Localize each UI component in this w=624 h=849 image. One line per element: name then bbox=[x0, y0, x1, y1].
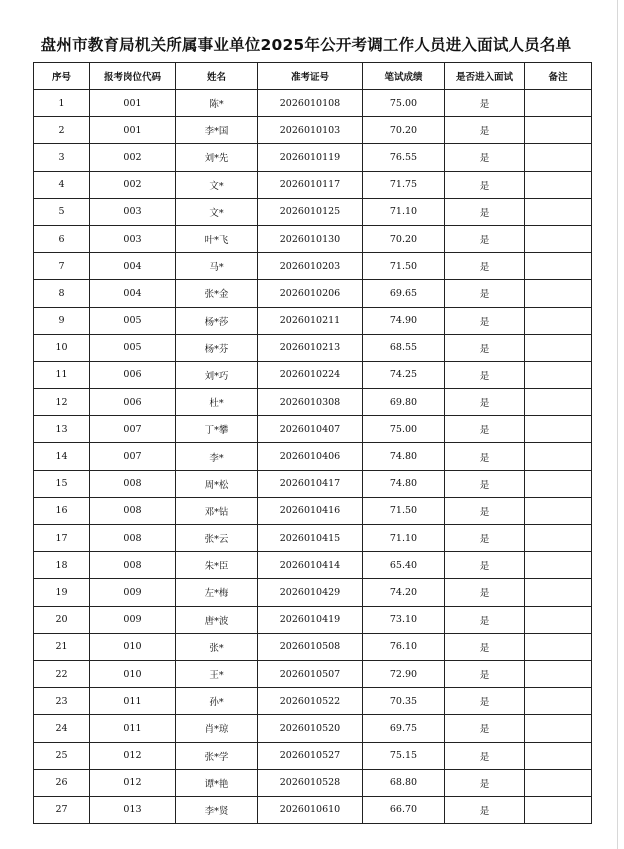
name-cell: 张*学 bbox=[176, 742, 258, 769]
interview-status-cell: 是 bbox=[445, 90, 525, 117]
position-code-cell: 006 bbox=[90, 361, 176, 388]
name-cell: 左*梅 bbox=[176, 579, 258, 606]
ticket-number-cell: 2026010429 bbox=[258, 579, 363, 606]
interview-status-cell: 是 bbox=[445, 715, 525, 742]
name-cell: 朱*臣 bbox=[176, 552, 258, 579]
position-code-cell: 007 bbox=[90, 443, 176, 470]
table-row bbox=[34, 253, 592, 280]
interview-status-cell: 是 bbox=[445, 117, 525, 144]
serial-cell: 18 bbox=[34, 552, 90, 579]
interview-status-cell: 是 bbox=[445, 769, 525, 796]
ticket-number-cell: 2026010119 bbox=[258, 144, 363, 171]
position-code-cell: 008 bbox=[90, 525, 176, 552]
table-row bbox=[34, 389, 592, 416]
position-code-cell: 005 bbox=[90, 334, 176, 361]
score-cell: 70.20 bbox=[363, 117, 445, 144]
position-code-cell: 009 bbox=[90, 579, 176, 606]
remarks-cell bbox=[525, 688, 592, 715]
serial-cell: 7 bbox=[34, 253, 90, 280]
interview-status-cell: 是 bbox=[445, 470, 525, 497]
name-cell: 杨*莎 bbox=[176, 307, 258, 334]
score-cell: 65.40 bbox=[363, 552, 445, 579]
name-cell: 孙* bbox=[176, 688, 258, 715]
remarks-cell bbox=[525, 334, 592, 361]
name-cell: 王* bbox=[176, 660, 258, 687]
interview-status-cell: 是 bbox=[445, 579, 525, 606]
header-ticket-number: 准考证号 bbox=[258, 63, 363, 90]
interview-status-cell: 是 bbox=[445, 443, 525, 470]
table-row bbox=[34, 144, 592, 171]
name-cell: 丁*攀 bbox=[176, 416, 258, 443]
remarks-cell bbox=[525, 389, 592, 416]
table-row bbox=[34, 660, 592, 687]
serial-cell: 27 bbox=[34, 796, 90, 823]
ticket-number-cell: 2026010211 bbox=[258, 307, 363, 334]
ticket-number-cell: 2026010507 bbox=[258, 660, 363, 687]
ticket-number-cell: 2026010522 bbox=[258, 688, 363, 715]
table-row bbox=[34, 497, 592, 524]
interview-list-table bbox=[33, 62, 592, 824]
ticket-number-cell: 2026010407 bbox=[258, 416, 363, 443]
remarks-cell bbox=[525, 361, 592, 388]
remarks-cell bbox=[525, 117, 592, 144]
serial-cell: 2 bbox=[34, 117, 90, 144]
name-cell: 刘*巧 bbox=[176, 361, 258, 388]
score-cell: 71.75 bbox=[363, 171, 445, 198]
header-name: 姓名 bbox=[176, 63, 258, 90]
serial-cell: 23 bbox=[34, 688, 90, 715]
serial-cell: 14 bbox=[34, 443, 90, 470]
ticket-number-cell: 2026010415 bbox=[258, 525, 363, 552]
serial-cell: 24 bbox=[34, 715, 90, 742]
table-row bbox=[34, 633, 592, 660]
ticket-number-cell: 2026010130 bbox=[258, 225, 363, 252]
interview-status-cell: 是 bbox=[445, 198, 525, 225]
serial-cell: 22 bbox=[34, 660, 90, 687]
table-row bbox=[34, 117, 592, 144]
serial-cell: 25 bbox=[34, 742, 90, 769]
interview-status-cell: 是 bbox=[445, 389, 525, 416]
interview-status-cell: 是 bbox=[445, 688, 525, 715]
table-row bbox=[34, 552, 592, 579]
score-cell: 66.70 bbox=[363, 796, 445, 823]
interview-status-cell: 是 bbox=[445, 144, 525, 171]
position-code-cell: 003 bbox=[90, 225, 176, 252]
position-code-cell: 007 bbox=[90, 416, 176, 443]
remarks-cell bbox=[525, 579, 592, 606]
table-row bbox=[34, 742, 592, 769]
table-row bbox=[34, 579, 592, 606]
table-row bbox=[34, 769, 592, 796]
interview-status-cell: 是 bbox=[445, 307, 525, 334]
ticket-number-cell: 2026010528 bbox=[258, 769, 363, 796]
position-code-cell: 008 bbox=[90, 470, 176, 497]
interview-status-cell: 是 bbox=[445, 633, 525, 660]
table-row bbox=[34, 171, 592, 198]
serial-cell: 3 bbox=[34, 144, 90, 171]
table-row bbox=[34, 198, 592, 225]
serial-cell: 1 bbox=[34, 90, 90, 117]
ticket-number-cell: 2026010520 bbox=[258, 715, 363, 742]
position-code-cell: 010 bbox=[90, 633, 176, 660]
score-cell: 75.15 bbox=[363, 742, 445, 769]
remarks-cell bbox=[525, 552, 592, 579]
score-cell: 68.80 bbox=[363, 769, 445, 796]
score-cell: 69.75 bbox=[363, 715, 445, 742]
name-cell: 张*金 bbox=[176, 280, 258, 307]
table-row bbox=[34, 715, 592, 742]
header-position-code: 报考岗位代码 bbox=[90, 63, 176, 90]
serial-cell: 21 bbox=[34, 633, 90, 660]
interview-status-cell: 是 bbox=[445, 334, 525, 361]
name-cell: 李*贤 bbox=[176, 796, 258, 823]
remarks-cell bbox=[525, 470, 592, 497]
score-cell: 71.10 bbox=[363, 525, 445, 552]
serial-cell: 10 bbox=[34, 334, 90, 361]
ticket-number-cell: 2026010224 bbox=[258, 361, 363, 388]
position-code-cell: 001 bbox=[90, 90, 176, 117]
score-cell: 75.00 bbox=[363, 416, 445, 443]
position-code-cell: 004 bbox=[90, 280, 176, 307]
remarks-cell bbox=[525, 253, 592, 280]
remarks-cell bbox=[525, 497, 592, 524]
table-row bbox=[34, 307, 592, 334]
score-cell: 68.55 bbox=[363, 334, 445, 361]
table-row bbox=[34, 525, 592, 552]
page-edge bbox=[617, 0, 618, 849]
remarks-cell bbox=[525, 633, 592, 660]
score-cell: 76.55 bbox=[363, 144, 445, 171]
name-cell: 肖*琼 bbox=[176, 715, 258, 742]
position-code-cell: 004 bbox=[90, 253, 176, 280]
position-code-cell: 010 bbox=[90, 660, 176, 687]
ticket-number-cell: 2026010419 bbox=[258, 606, 363, 633]
score-cell: 71.50 bbox=[363, 497, 445, 524]
name-cell: 文* bbox=[176, 171, 258, 198]
table-header-row bbox=[34, 63, 592, 90]
remarks-cell bbox=[525, 443, 592, 470]
ticket-number-cell: 2026010610 bbox=[258, 796, 363, 823]
interview-status-cell: 是 bbox=[445, 416, 525, 443]
name-cell: 刘*先 bbox=[176, 144, 258, 171]
position-code-cell: 003 bbox=[90, 198, 176, 225]
serial-cell: 13 bbox=[34, 416, 90, 443]
score-cell: 70.20 bbox=[363, 225, 445, 252]
score-cell: 74.25 bbox=[363, 361, 445, 388]
interview-status-cell: 是 bbox=[445, 796, 525, 823]
remarks-cell bbox=[525, 742, 592, 769]
remarks-cell bbox=[525, 606, 592, 633]
ticket-number-cell: 2026010108 bbox=[258, 90, 363, 117]
ticket-number-cell: 2026010508 bbox=[258, 633, 363, 660]
ticket-number-cell: 2026010103 bbox=[258, 117, 363, 144]
remarks-cell bbox=[525, 280, 592, 307]
position-code-cell: 012 bbox=[90, 769, 176, 796]
header-enter-interview: 是否进入面试 bbox=[445, 63, 525, 90]
score-cell: 75.00 bbox=[363, 90, 445, 117]
remarks-cell bbox=[525, 525, 592, 552]
name-cell: 马* bbox=[176, 253, 258, 280]
interview-status-cell: 是 bbox=[445, 253, 525, 280]
table-row bbox=[34, 796, 592, 823]
ticket-number-cell: 2026010213 bbox=[258, 334, 363, 361]
remarks-cell bbox=[525, 198, 592, 225]
ticket-number-cell: 2026010417 bbox=[258, 470, 363, 497]
score-cell: 74.80 bbox=[363, 470, 445, 497]
name-cell: 邓*钻 bbox=[176, 497, 258, 524]
ticket-number-cell: 2026010308 bbox=[258, 389, 363, 416]
name-cell: 周*松 bbox=[176, 470, 258, 497]
score-cell: 72.90 bbox=[363, 660, 445, 687]
remarks-cell bbox=[525, 307, 592, 334]
header-written-score: 笔试成绩 bbox=[363, 63, 445, 90]
table-row bbox=[34, 225, 592, 252]
header-remarks: 备注 bbox=[525, 63, 592, 90]
name-cell: 李* bbox=[176, 443, 258, 470]
name-cell: 张*云 bbox=[176, 525, 258, 552]
ticket-number-cell: 2026010206 bbox=[258, 280, 363, 307]
table-row bbox=[34, 443, 592, 470]
position-code-cell: 005 bbox=[90, 307, 176, 334]
interview-status-cell: 是 bbox=[445, 660, 525, 687]
remarks-cell bbox=[525, 225, 592, 252]
position-code-cell: 011 bbox=[90, 688, 176, 715]
position-code-cell: 002 bbox=[90, 171, 176, 198]
position-code-cell: 008 bbox=[90, 497, 176, 524]
serial-cell: 16 bbox=[34, 497, 90, 524]
serial-cell: 5 bbox=[34, 198, 90, 225]
serial-cell: 12 bbox=[34, 389, 90, 416]
position-code-cell: 008 bbox=[90, 552, 176, 579]
serial-cell: 4 bbox=[34, 171, 90, 198]
serial-cell: 11 bbox=[34, 361, 90, 388]
remarks-cell bbox=[525, 796, 592, 823]
serial-cell: 8 bbox=[34, 280, 90, 307]
table-row bbox=[34, 470, 592, 497]
remarks-cell bbox=[525, 769, 592, 796]
name-cell: 李*国 bbox=[176, 117, 258, 144]
score-cell: 74.90 bbox=[363, 307, 445, 334]
name-cell: 陈* bbox=[176, 90, 258, 117]
position-code-cell: 001 bbox=[90, 117, 176, 144]
score-cell: 69.80 bbox=[363, 389, 445, 416]
remarks-cell bbox=[525, 416, 592, 443]
table-row bbox=[34, 280, 592, 307]
serial-cell: 15 bbox=[34, 470, 90, 497]
document-title: 盘州市教育局机关所属事业单位2025年公开考调工作人员进入面试人员名单 bbox=[40, 36, 572, 54]
interview-status-cell: 是 bbox=[445, 361, 525, 388]
table-row bbox=[34, 334, 592, 361]
name-cell: 杜* bbox=[176, 389, 258, 416]
ticket-number-cell: 2026010125 bbox=[258, 198, 363, 225]
interview-status-cell: 是 bbox=[445, 552, 525, 579]
table-row bbox=[34, 90, 592, 117]
serial-cell: 20 bbox=[34, 606, 90, 633]
serial-cell: 6 bbox=[34, 225, 90, 252]
score-cell: 70.35 bbox=[363, 688, 445, 715]
table-row bbox=[34, 688, 592, 715]
table-row bbox=[34, 606, 592, 633]
position-code-cell: 013 bbox=[90, 796, 176, 823]
ticket-number-cell: 2026010203 bbox=[258, 253, 363, 280]
remarks-cell bbox=[525, 171, 592, 198]
score-cell: 74.20 bbox=[363, 579, 445, 606]
header-serial: 序号 bbox=[34, 63, 90, 90]
score-cell: 76.10 bbox=[363, 633, 445, 660]
ticket-number-cell: 2026010117 bbox=[258, 171, 363, 198]
name-cell: 谭*艳 bbox=[176, 769, 258, 796]
interview-status-cell: 是 bbox=[445, 525, 525, 552]
name-cell: 唐*波 bbox=[176, 606, 258, 633]
score-cell: 69.65 bbox=[363, 280, 445, 307]
serial-cell: 9 bbox=[34, 307, 90, 334]
interview-status-cell: 是 bbox=[445, 606, 525, 633]
position-code-cell: 002 bbox=[90, 144, 176, 171]
remarks-cell bbox=[525, 144, 592, 171]
serial-cell: 19 bbox=[34, 579, 90, 606]
name-cell: 张* bbox=[176, 633, 258, 660]
serial-cell: 17 bbox=[34, 525, 90, 552]
table-row bbox=[34, 361, 592, 388]
name-cell: 杨*芬 bbox=[176, 334, 258, 361]
ticket-number-cell: 2026010527 bbox=[258, 742, 363, 769]
interview-status-cell: 是 bbox=[445, 171, 525, 198]
remarks-cell bbox=[525, 660, 592, 687]
remarks-cell bbox=[525, 90, 592, 117]
score-cell: 71.50 bbox=[363, 253, 445, 280]
position-code-cell: 006 bbox=[90, 389, 176, 416]
table-body bbox=[34, 90, 592, 824]
interview-status-cell: 是 bbox=[445, 742, 525, 769]
interview-status-cell: 是 bbox=[445, 225, 525, 252]
interview-status-cell: 是 bbox=[445, 280, 525, 307]
remarks-cell bbox=[525, 715, 592, 742]
position-code-cell: 009 bbox=[90, 606, 176, 633]
score-cell: 71.10 bbox=[363, 198, 445, 225]
name-cell: 叶*飞 bbox=[176, 225, 258, 252]
serial-cell: 26 bbox=[34, 769, 90, 796]
score-cell: 73.10 bbox=[363, 606, 445, 633]
table-row bbox=[34, 416, 592, 443]
interview-status-cell: 是 bbox=[445, 497, 525, 524]
name-cell: 文* bbox=[176, 198, 258, 225]
score-cell: 74.80 bbox=[363, 443, 445, 470]
ticket-number-cell: 2026010416 bbox=[258, 497, 363, 524]
ticket-number-cell: 2026010406 bbox=[258, 443, 363, 470]
position-code-cell: 012 bbox=[90, 742, 176, 769]
position-code-cell: 011 bbox=[90, 715, 176, 742]
ticket-number-cell: 2026010414 bbox=[258, 552, 363, 579]
